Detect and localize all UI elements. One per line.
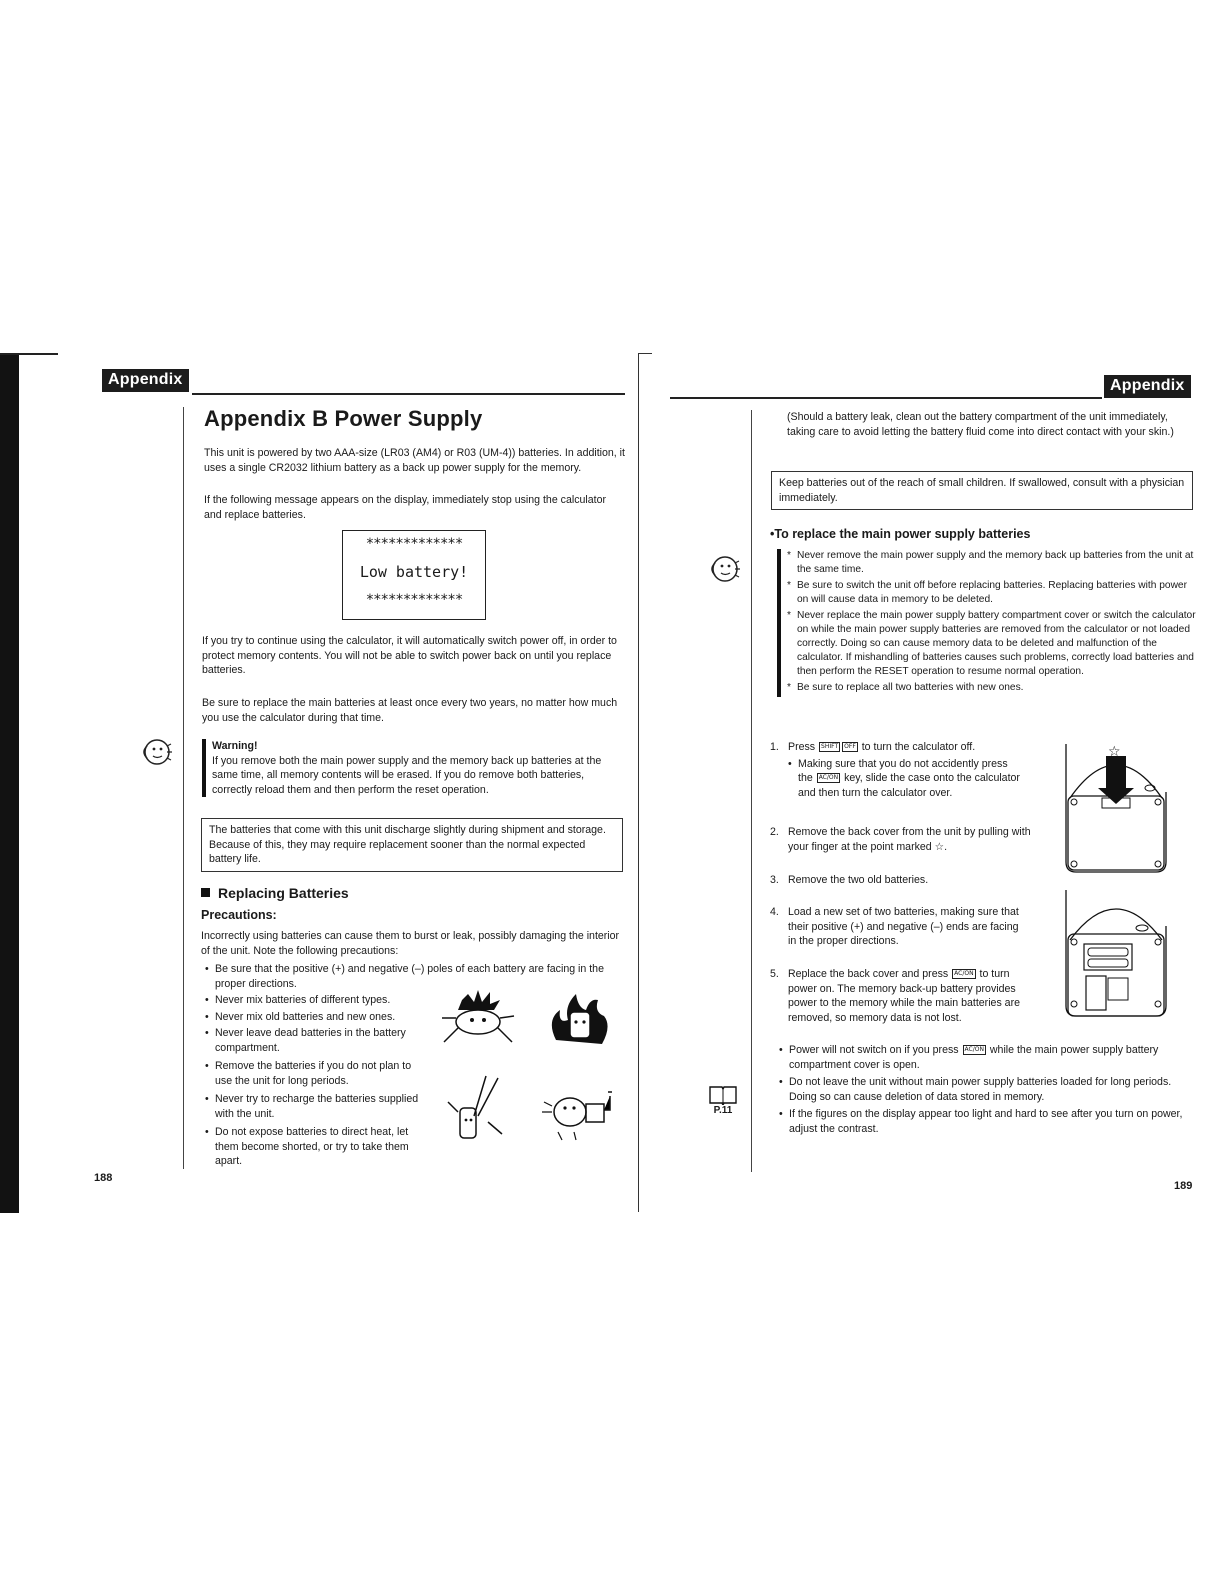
step-1 — [770, 740, 1022, 802]
precautions-intro — [201, 929, 625, 958]
step-number: 2. — [770, 826, 779, 838]
binding-spine — [0, 355, 19, 1213]
continue-paragraph — [202, 634, 626, 678]
precautions-title: Precautions: — [201, 908, 277, 922]
lcd-low-battery-display — [342, 530, 486, 620]
step-2-text: Remove the back cover from the unit by pulling with your finger at the point marked ☆. — [788, 826, 1031, 853]
after-step-note — [779, 1043, 1193, 1072]
gutter-rule-cap — [638, 353, 652, 354]
battery-charger-illustration — [540, 1082, 620, 1142]
precaution-item: • Remove the batteries if you do not plan to use the unit for long periods. — [205, 1059, 427, 1088]
shipment-note-box — [201, 818, 623, 872]
precaution-list — [205, 993, 427, 1169]
step-1-text-post: to turn the calculator off. — [861, 741, 976, 753]
battery-fire-illustration — [546, 990, 616, 1050]
star-note: * Never replace the main power supply battery compartment cover or switch the calculator on while the main power supply batteries are removed from the calculator or not loaded correctly. Doing so can cause memory data to be deleted and malfunction of the calculator. If mishandling of batteries causes such problems, correctly load batteries and then perform the RESET operation to resume normal operation. — [787, 609, 1201, 679]
step-5-text-post: to turn power on. The memory back-up battery provides power to the memory while the main batteries are removed, so memory data is not lost. — [788, 968, 1020, 1024]
after-step-note: • Do not leave the unit without main power supply batteries loaded for long periods. Doing so can cause deletion of data stored in memory. — [779, 1075, 1193, 1104]
star-note: * Be sure to replace all two batteries with new ones. — [787, 681, 1201, 695]
section-heading — [201, 885, 349, 903]
back-cover-removal-illustration — [1062, 742, 1170, 876]
leak-text: (Should a battery leak, clean out the battery compartment of the unit immediately, taking care to avoid letting the battery fluid come into direct contact with your skin.) — [787, 411, 1174, 438]
precautions-intro-text: Incorrectly using batteries can cause them to burst or leak, possibly damaging the interior of the unit. Note the following precautions: — [201, 930, 620, 957]
step-1-body — [770, 740, 1022, 800]
shipment-note-text: The batteries that come with this unit discharge slightly during shipment and storage. Because of this, they may require replacement sooner than the normal expected battery life. — [209, 824, 606, 865]
replace-batteries-title: •To replace the main power supply batteries — [770, 527, 1031, 541]
page-reference — [708, 1083, 738, 1116]
lcd-stars-top: ************* — [365, 536, 463, 552]
gutter-rule — [638, 354, 639, 1212]
warning-text: If you remove both the main power supply and the memory back up batteries at the same time, all memory contents will be erased. If you do remove both batteries, correctly reload them and then perform the reset operation. — [212, 754, 602, 796]
header-rule-left — [192, 393, 625, 395]
binding-spine-cap — [0, 353, 58, 355]
step-1-notes — [788, 757, 1022, 801]
star-note: * Be sure to switch the unit off before replacing batteries. Replacing batteries with power on will cause data in memory to be deleted. — [787, 579, 1201, 607]
page-reference-label: P.11 — [713, 1105, 733, 1116]
precaution-list-top — [205, 962, 625, 991]
warning-block — [202, 739, 626, 797]
continue-text: If you try to continue using the calculator, it will automatically switch power off, in order to protect memory contents. You will not be able to switch power back on until you replace batteries. — [202, 635, 617, 676]
warning-title: Warning! — [212, 740, 258, 752]
message-intro-text: If the following message appears on the display, immediately stop using the calculator and replace batteries. — [204, 494, 606, 521]
note-face-icon — [137, 736, 173, 768]
precaution-bullet-0 — [205, 962, 625, 993]
margin-rule-right — [751, 410, 752, 1172]
section-title: Replacing Batteries — [218, 885, 349, 901]
battery-explode-illustration — [438, 988, 518, 1048]
battery-compartment-illustration — [1062, 886, 1170, 1020]
page-number-right: 189 — [1174, 1180, 1193, 1192]
precaution-item: • Be sure that the positive (+) and negative (–) poles of each battery are facing in the proper directions. — [205, 962, 625, 991]
after-note-1-post: while the main power supply battery compartment cover is open. — [789, 1044, 1159, 1071]
acon-key-icon: AC/ON — [954, 970, 974, 978]
page-title: Appendix B Power Supply — [204, 406, 483, 431]
shift-key-icon: SHIFT — [821, 743, 839, 751]
precaution-item: • Never mix batteries of different types. — [205, 993, 427, 1008]
precaution-item: • Never mix old batteries and new ones. — [205, 1010, 427, 1025]
note-face-icon — [705, 553, 741, 585]
leak-paragraph — [787, 410, 1191, 439]
step-1-note — [788, 757, 1022, 801]
page-number-left: 188 — [94, 1172, 113, 1184]
step-5-text-pre: Replace the back cover and press — [788, 968, 949, 980]
step-number: 1. — [770, 741, 779, 753]
precaution-item: • Do not expose batteries to direct heat, let them become shorted, or try to take them apart. — [205, 1125, 427, 1169]
step-1-text-pre: Press — [788, 741, 816, 753]
step-number: 5. — [770, 968, 779, 980]
header-rule-right — [670, 397, 1102, 399]
acon-key-icon: AC/ON — [964, 1046, 984, 1054]
step-5-body — [770, 967, 1022, 1025]
step-1-note-pre: Making sure that you do not accidently press the — [798, 757, 1008, 784]
star-notes-block — [777, 549, 1201, 697]
replace-text: Be sure to replace the main batteries at least once every two years, no matter how much you use the calculator during that time. — [202, 697, 618, 724]
after-step-note: • If the figures on the display appear too light and hard to see after you turn on power, adjust the contrast. — [779, 1107, 1193, 1136]
step-3 — [770, 873, 1032, 888]
replace-paragraph — [202, 696, 626, 725]
appendix-tab-left: Appendix — [102, 369, 189, 392]
step-number: 4. — [770, 906, 779, 918]
step-number: 3. — [770, 874, 779, 886]
svg-text:☆: ☆ — [1108, 744, 1121, 760]
book-icon — [708, 1083, 738, 1105]
after-note-1-pre: Power will not switch on if you press — [789, 1044, 959, 1056]
precaution-bullets-rest — [205, 993, 427, 1171]
after-steps-notes — [779, 1043, 1193, 1138]
off-key-icon: OFF — [844, 743, 856, 751]
step-4-text: Load a new set of two batteries, making sure that their positive (+) and negative (–) ends are facing in the proper directions. — [788, 906, 1019, 947]
lcd-message: Low battery! — [359, 563, 469, 581]
step-2 — [770, 825, 1032, 854]
after-steps-list — [779, 1043, 1193, 1136]
margin-rule-left — [183, 407, 184, 1169]
precaution-item: • Never leave dead batteries in the battery compartment. — [205, 1026, 427, 1055]
section-square-icon — [201, 888, 210, 897]
step-5 — [770, 967, 1022, 1025]
message-intro-paragraph — [204, 493, 626, 522]
children-warning-box — [771, 471, 1193, 510]
battery-cut-illustration — [440, 1072, 520, 1152]
lcd-stars-bottom: ************* — [365, 592, 463, 608]
acon-key-icon: AC/ON — [818, 774, 839, 782]
step-1-note-post: key, slide the case onto the calculator and then turn the calculator over. — [798, 772, 1020, 799]
appendix-tab-right: Appendix — [1104, 375, 1191, 398]
step-4 — [770, 905, 1022, 949]
star-notes-list — [787, 549, 1201, 695]
intro-text: This unit is powered by two AAA-size (LR03 (AM4) or R03 (UM-4)) batteries. In addition, it uses a single CR2032 lithium battery as a back up power supply for the memory. — [204, 447, 625, 474]
children-warning-text: Keep batteries out of the reach of small children. If swallowed, consult with a physician immediately. — [779, 477, 1185, 504]
precaution-item: • Never try to recharge the batteries supplied with the unit. — [205, 1092, 427, 1121]
star-note: * Never remove the main power supply and the memory back up batteries from the unit at the same time. — [787, 549, 1201, 577]
step-3-text: Remove the two old batteries. — [788, 874, 929, 886]
intro-paragraph — [204, 446, 626, 475]
